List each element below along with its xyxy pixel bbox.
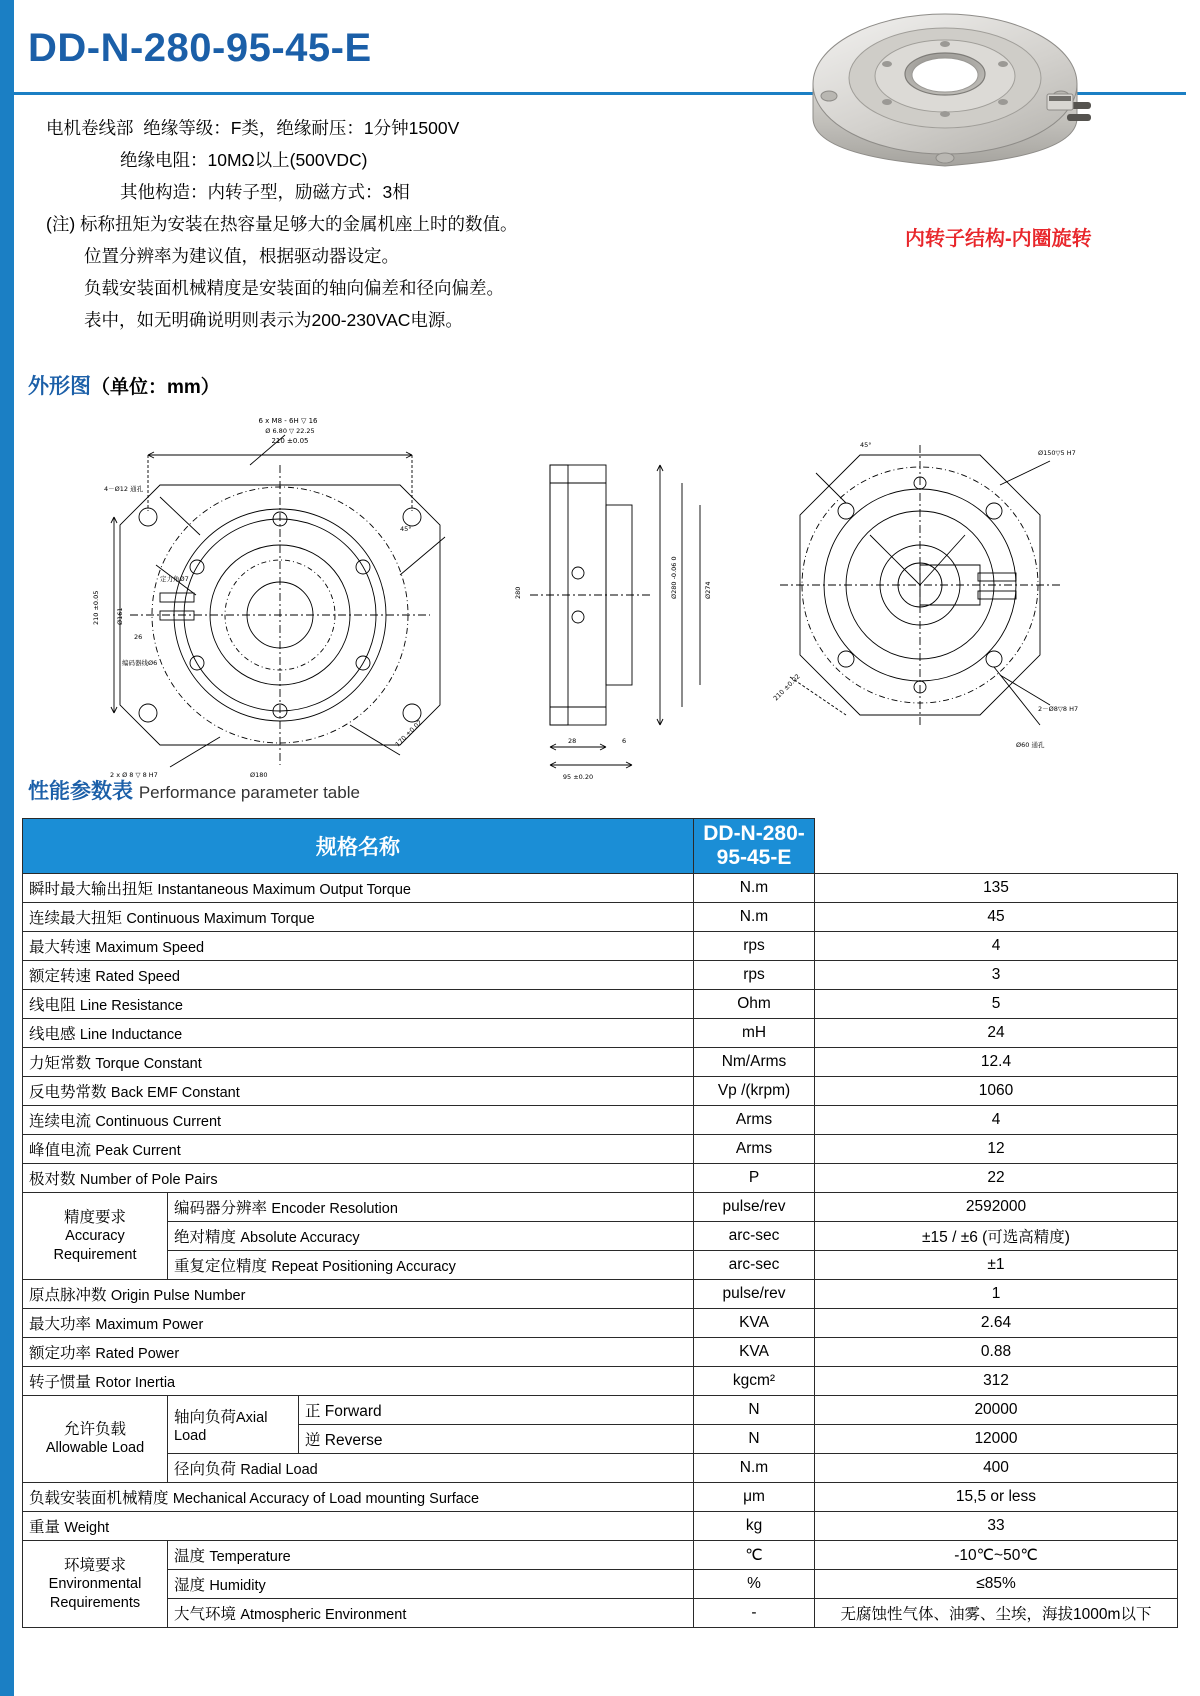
table-row [23,1280,1178,1309]
row-label [23,990,694,1019]
row-label [23,1077,694,1106]
row-label [23,1367,694,1396]
row-value: 135 [815,874,1178,903]
table-row [23,874,1178,903]
row-label [168,1454,694,1483]
section-title-performance [28,775,360,805]
row-label-en: Mechanical Accuracy of Load mounting Surface [172,1491,480,1507]
row-label-en: Line Inductance [79,1027,183,1043]
group-load-en: Allowable Load [45,1440,145,1456]
row-value: 12 [815,1135,1178,1164]
product-photo [795,6,1095,191]
row-value: ±1 [815,1251,1178,1280]
dimension-drawings [60,415,1150,781]
row-unit: N [694,1396,815,1425]
row-label-en: Back EMF Constant [110,1085,240,1101]
row-label-cn: 线电感 [29,1026,76,1043]
note-line-7: 表中，如无明确说明则表示为200-230VAC电源。 [84,310,463,330]
row-label-en: Torque Constant [95,1056,202,1072]
row-label-reverse: 逆 Reverse [299,1425,694,1454]
row-label-cn: 编码器分辨率 [174,1200,268,1217]
row-label [23,1309,694,1338]
row-label-en: Radial Load [240,1462,318,1478]
table-row [23,1483,1178,1512]
perf-title-cn: 性能参数表 [28,780,133,803]
row-label-cn: 力矩常数 [29,1055,92,1072]
note-line-2: 绝缘电阻：10MΩ以上(500VDC) [120,150,368,170]
row-unit: N.m [694,874,815,903]
row-unit: μm [694,1483,815,1512]
spec-notes [46,112,746,336]
table-row [23,1309,1178,1338]
svg-text:45°: 45° [400,525,412,533]
table-row [23,932,1178,961]
row-unit: Arms [694,1106,815,1135]
row-label [23,1280,694,1309]
svg-text:定力角Ø7: 定力角Ø7 [160,575,189,583]
row-label-cn: 瞬时最大输出扭矩 [29,881,154,898]
row-label-cn: 温度 [174,1548,206,1565]
svg-text:Ø161: Ø161 [116,607,124,625]
row-label-cn: 额定转速 [29,968,92,985]
group-accuracy-en2: Requirement [53,1246,137,1263]
row-unit: mH [694,1019,815,1048]
svg-text:Ø280 -0.06 0: Ø280 -0.06 0 [670,556,678,599]
svg-text:45°: 45° [860,441,872,449]
row-label-cn: 线电阻 [29,997,76,1014]
header-model: DD-N-280-95-45-E [694,819,815,874]
row-label-en: Origin Pulse Number [110,1288,246,1304]
row-unit: KVA [694,1338,815,1367]
table-row [23,1367,1178,1396]
table-row [23,1251,1178,1280]
row-unit: rps [694,961,815,990]
row-label-en: Instantaneous Maximum Output Torque [157,882,411,898]
row-unit: N.m [694,903,815,932]
row-value: 0.88 [815,1338,1178,1367]
table-header-row [23,819,1178,874]
table-row [23,1541,1178,1570]
row-label-en: Repeat Positioning Accuracy [271,1259,456,1275]
perf-title-en: Performance parameter table [138,783,360,802]
table-row [23,1454,1178,1483]
row-value: 312 [815,1367,1178,1396]
table-row [23,1106,1178,1135]
note-line-4: (注) 标称扭矩为安装在热容量足够大的金属机座上时的数值。 [46,214,518,234]
group-load-cn: 允许负载 [63,1421,126,1438]
axial-en: Axial Load [174,1409,268,1444]
svg-text:210 ±0.05: 210 ±0.05 [92,590,100,625]
row-unit: N [694,1425,815,1454]
table-row [23,1135,1178,1164]
row-label-cn: 绝对精度 [174,1229,237,1246]
row-label-cn: 最大功率 [29,1316,92,1333]
row-unit: kg [694,1512,815,1541]
svg-text:Ø274: Ø274 [704,581,712,599]
group-accuracy-cn: 精度要求 [63,1208,126,1226]
svg-text:280: 280 [514,586,522,599]
row-label-cn: 负载安装面机械精度 [29,1490,169,1507]
row-label [168,1599,694,1628]
row-label-en: Humidity [209,1578,266,1594]
table-row [23,903,1178,932]
section-title-outline [28,370,220,400]
row-unit: - [694,1599,815,1628]
row-label-en: Line Resistance [79,998,183,1014]
row-label [168,1251,694,1280]
svg-text:2－Ø8▽8 H7: 2－Ø8▽8 H7 [1038,705,1079,713]
row-value: 2.64 [815,1309,1178,1338]
row-label [23,1512,694,1541]
row-value: 5 [815,990,1178,1019]
table-row [23,1570,1178,1599]
axial-cn: 轴向负荷 [174,1408,237,1426]
row-value: 33 [815,1512,1178,1541]
page-title: DD-N-280-95-45-E [28,26,372,70]
row-label-en: Atmospheric Environment [240,1607,407,1623]
rotor-structure-label: 内转子结构-内圈旋转 [905,228,1092,250]
row-label-cn: 额定功率 [29,1345,92,1362]
row-label [23,1106,694,1135]
row-unit: Arms [694,1135,815,1164]
row-label-cn: 径向负荷 [174,1461,237,1478]
row-label-cn: 重量 [29,1519,61,1536]
svg-text:95 ±0.20: 95 ±0.20 [562,773,594,781]
row-value: 3 [815,961,1178,990]
row-value: 15,5 or less [815,1483,1178,1512]
row-label [23,932,694,961]
row-label [23,874,694,903]
row-unit: P [694,1164,815,1193]
row-label [23,903,694,932]
table-row [23,1599,1178,1628]
table-row [23,990,1178,1019]
row-label-en: Number of Pole Pairs [79,1172,218,1188]
svg-text:Ø60 通孔: Ø60 通孔 [1016,741,1045,749]
table-row [23,1396,1178,1425]
row-value: 4 [815,1106,1178,1135]
table-row [23,961,1178,990]
svg-text:Ø 6.80 ▽ 22.25: Ø 6.80 ▽ 22.25 [265,427,315,435]
row-label-en: Continuous Maximum Torque [126,911,315,927]
svg-text:Ø150▽5 H7: Ø150▽5 H7 [1038,449,1076,457]
row-label-cn: 极对数 [29,1171,76,1188]
row-label-en: Temperature [209,1549,291,1565]
row-unit: % [694,1570,815,1599]
row-label-en: Rated Speed [95,969,180,985]
row-label-cn: 重复定位精度 [174,1258,268,1275]
row-label-forward: 正 Forward [299,1396,694,1425]
svg-text:编码器线Ø6: 编码器线Ø6 [122,659,158,667]
row-label [23,1135,694,1164]
note-line-3: 其他构造：内转子型，励磁方式：3相 [120,182,410,202]
row-unit: Vp /(krpm) [694,1077,815,1106]
row-value: 45 [815,903,1178,932]
group-label-accuracy [23,1193,168,1280]
row-value: 400 [815,1454,1178,1483]
row-label-en: Weight [64,1520,110,1536]
svg-text:6 x M8 - 6H ▽ 16: 6 x M8 - 6H ▽ 16 [258,417,318,425]
table-row [23,1019,1178,1048]
svg-text:28: 28 [568,737,577,745]
row-label-en: Peak Current [95,1143,181,1159]
row-label-cn: 大气环境 [174,1606,237,1623]
row-label [168,1222,694,1251]
row-value: 1 [815,1280,1178,1309]
svg-text:170 ±0.02: 170 ±0.02 [393,718,424,749]
row-label-cn: 连续最大扭矩 [29,910,123,927]
header-spec-name: 规格名称 [23,819,694,874]
row-label [23,961,694,990]
row-label [168,1193,694,1222]
group-label-environment [23,1541,168,1628]
row-label-en: Maximum Speed [95,940,205,956]
group-env-en1: Environmental [48,1575,142,1592]
svg-text:210 ±0.02: 210 ±0.02 [771,672,802,703]
table-row [23,1222,1178,1251]
outline-unit: （单位：mm） [91,377,220,398]
row-label-en: Continuous Current [95,1114,222,1130]
row-unit: N.m [694,1454,815,1483]
row-label [23,1338,694,1367]
row-unit: pulse/rev [694,1193,815,1222]
row-value: 2592000 [815,1193,1178,1222]
note-line-5: 位置分辨率为建议值，根据驱动器设定。 [84,246,399,266]
row-value: ±15 / ±6 (可选高精度) [815,1222,1178,1251]
row-value: ≤85% [815,1570,1178,1599]
svg-text:Ø180: Ø180 [250,771,268,779]
row-label-cn: 连续电流 [29,1113,92,1130]
svg-text:210 ±0.05: 210 ±0.05 [271,437,309,445]
table-row [23,1048,1178,1077]
row-unit: Ohm [694,990,815,1019]
row-value: 24 [815,1019,1178,1048]
group-env-cn: 环境要求 [63,1556,126,1574]
svg-text:4－Ø12 通孔: 4－Ø12 通孔 [104,485,144,493]
row-value: 12000 [815,1425,1178,1454]
table-row [23,1338,1178,1367]
row-label-cn: 反电势常数 [29,1084,107,1101]
table-row [23,1077,1178,1106]
row-label-en: Maximum Power [95,1317,204,1333]
svg-text:2 x Ø 8 ▽ 8 H7: 2 x Ø 8 ▽ 8 H7 [110,771,158,779]
group-accuracy-en1: Accuracy [65,1227,125,1244]
note-line-1: 电机卷线部 绝缘等级：F类，绝缘耐压：1分钟1500V [46,118,460,138]
group-env-en2: Requirements [49,1594,141,1611]
row-unit: ℃ [694,1541,815,1570]
row-label-en: Rotor Inertia [95,1375,176,1391]
table-row [23,1193,1178,1222]
subgroup-axial-load [168,1396,299,1454]
row-label [168,1541,694,1570]
left-accent-bar [0,0,14,1696]
row-unit: kgcm² [694,1367,815,1396]
row-value: 1060 [815,1077,1178,1106]
row-unit: Nm/Arms [694,1048,815,1077]
row-label [168,1570,694,1599]
table-row [23,1164,1178,1193]
row-label-en: Encoder Resolution [271,1201,398,1217]
row-label-cn: 最大转速 [29,939,92,956]
row-value: -10℃~50℃ [815,1541,1178,1570]
row-unit: KVA [694,1309,815,1338]
row-label-cn: 峰值电流 [29,1142,92,1159]
group-label-allowable-load [23,1396,168,1483]
row-unit: pulse/rev [694,1280,815,1309]
row-label [23,1048,694,1077]
row-label-cn: 转子惯量 [29,1374,92,1391]
row-value: 12.4 [815,1048,1178,1077]
row-label [23,1019,694,1048]
outline-title-cn: 外形图 [28,375,91,398]
row-value: 无腐蚀性气体、油雾、尘埃，海拔1000m以下 [815,1599,1178,1628]
row-label-cn: 湿度 [174,1577,206,1594]
row-unit: arc-sec [694,1222,815,1251]
row-label [23,1164,694,1193]
row-label-en: Absolute Accuracy [240,1230,360,1246]
svg-text:26: 26 [134,633,143,641]
row-value: 4 [815,932,1178,961]
row-unit: arc-sec [694,1251,815,1280]
note-line-6: 负载安装面机械精度是安装面的轴向偏差和径向偏差。 [84,278,504,298]
row-value: 20000 [815,1396,1178,1425]
row-label-cn: 原点脉冲数 [29,1287,107,1304]
performance-parameter-table [22,818,1178,1628]
row-label-en: Rated Power [95,1346,180,1362]
svg-text:6: 6 [622,737,627,745]
row-label [23,1483,694,1512]
row-unit: rps [694,932,815,961]
table-row [23,1512,1178,1541]
row-value: 22 [815,1164,1178,1193]
